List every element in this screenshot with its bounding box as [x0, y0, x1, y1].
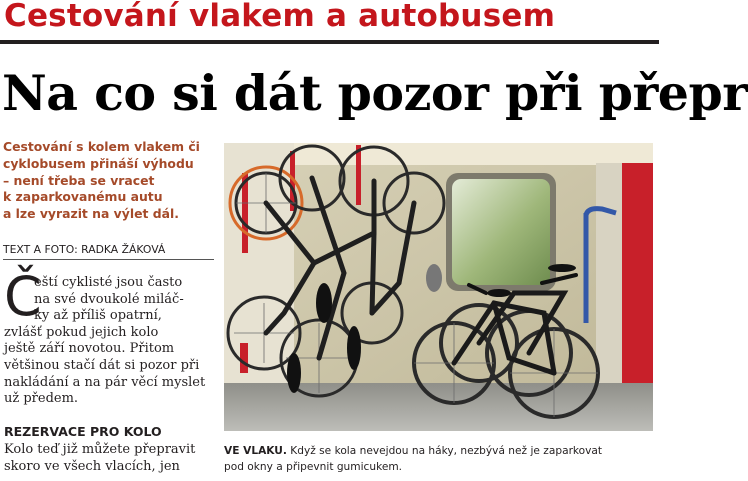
lead-line: a lze vyrazit na výlet dál.: [3, 206, 179, 222]
caption-label: VE VLAKU.: [224, 445, 287, 457]
drop-cap: Č: [4, 265, 42, 328]
caption-line-1: [224, 443, 656, 459]
body-line: Kolo teď již můžete přepravit: [4, 442, 196, 457]
photo-caption: [224, 443, 656, 475]
body-line: zvlášť pokud jejich kolo: [4, 324, 159, 340]
lead-line: cyklobusem přináší výhodu: [3, 155, 194, 171]
section-divider: [0, 40, 659, 44]
body-line: většinou stačí dát si pozor při: [4, 357, 200, 373]
body-text: [4, 275, 220, 408]
body-line: na své dvoukolé miláč-: [34, 291, 184, 307]
subheading: REZERVACE PRO KOLO: [4, 424, 162, 439]
caption-text: Když se kola nevejdou na háky, nezbývá než je zaparkovat: [286, 445, 603, 457]
body-line: ještě září novotou. Přitom: [4, 341, 175, 357]
lead-paragraph: [3, 139, 223, 223]
body-line: skoro ve všech vlacích, jen: [4, 458, 180, 474]
bicycles-on-train-photo: [224, 143, 653, 431]
byline-divider: [3, 259, 214, 260]
lead-line: Cestování s kolem vlakem či: [3, 139, 200, 154]
section-title: Cestování vlakem a autobusem: [4, 0, 556, 34]
caption-line-2: pod okny a připevnit gumicukem.: [224, 461, 403, 473]
body-text-continued: [4, 442, 220, 475]
body-line: nakládání a na pár věcí myslet: [4, 374, 206, 390]
body-line: už předem.: [4, 391, 79, 407]
body-line: ky až příliš opatrní,: [34, 308, 162, 324]
headline: Na co si dát pozor při přepr: [2, 64, 748, 122]
lead-line: – není třeba se vracet: [3, 172, 155, 188]
byline: TEXT A FOTO: RADKA ŽÁKOVÁ: [3, 243, 166, 256]
lead-line: k zaparkovanému autu: [3, 189, 163, 205]
body-line: eští cyklisté jsou často: [34, 275, 183, 290]
